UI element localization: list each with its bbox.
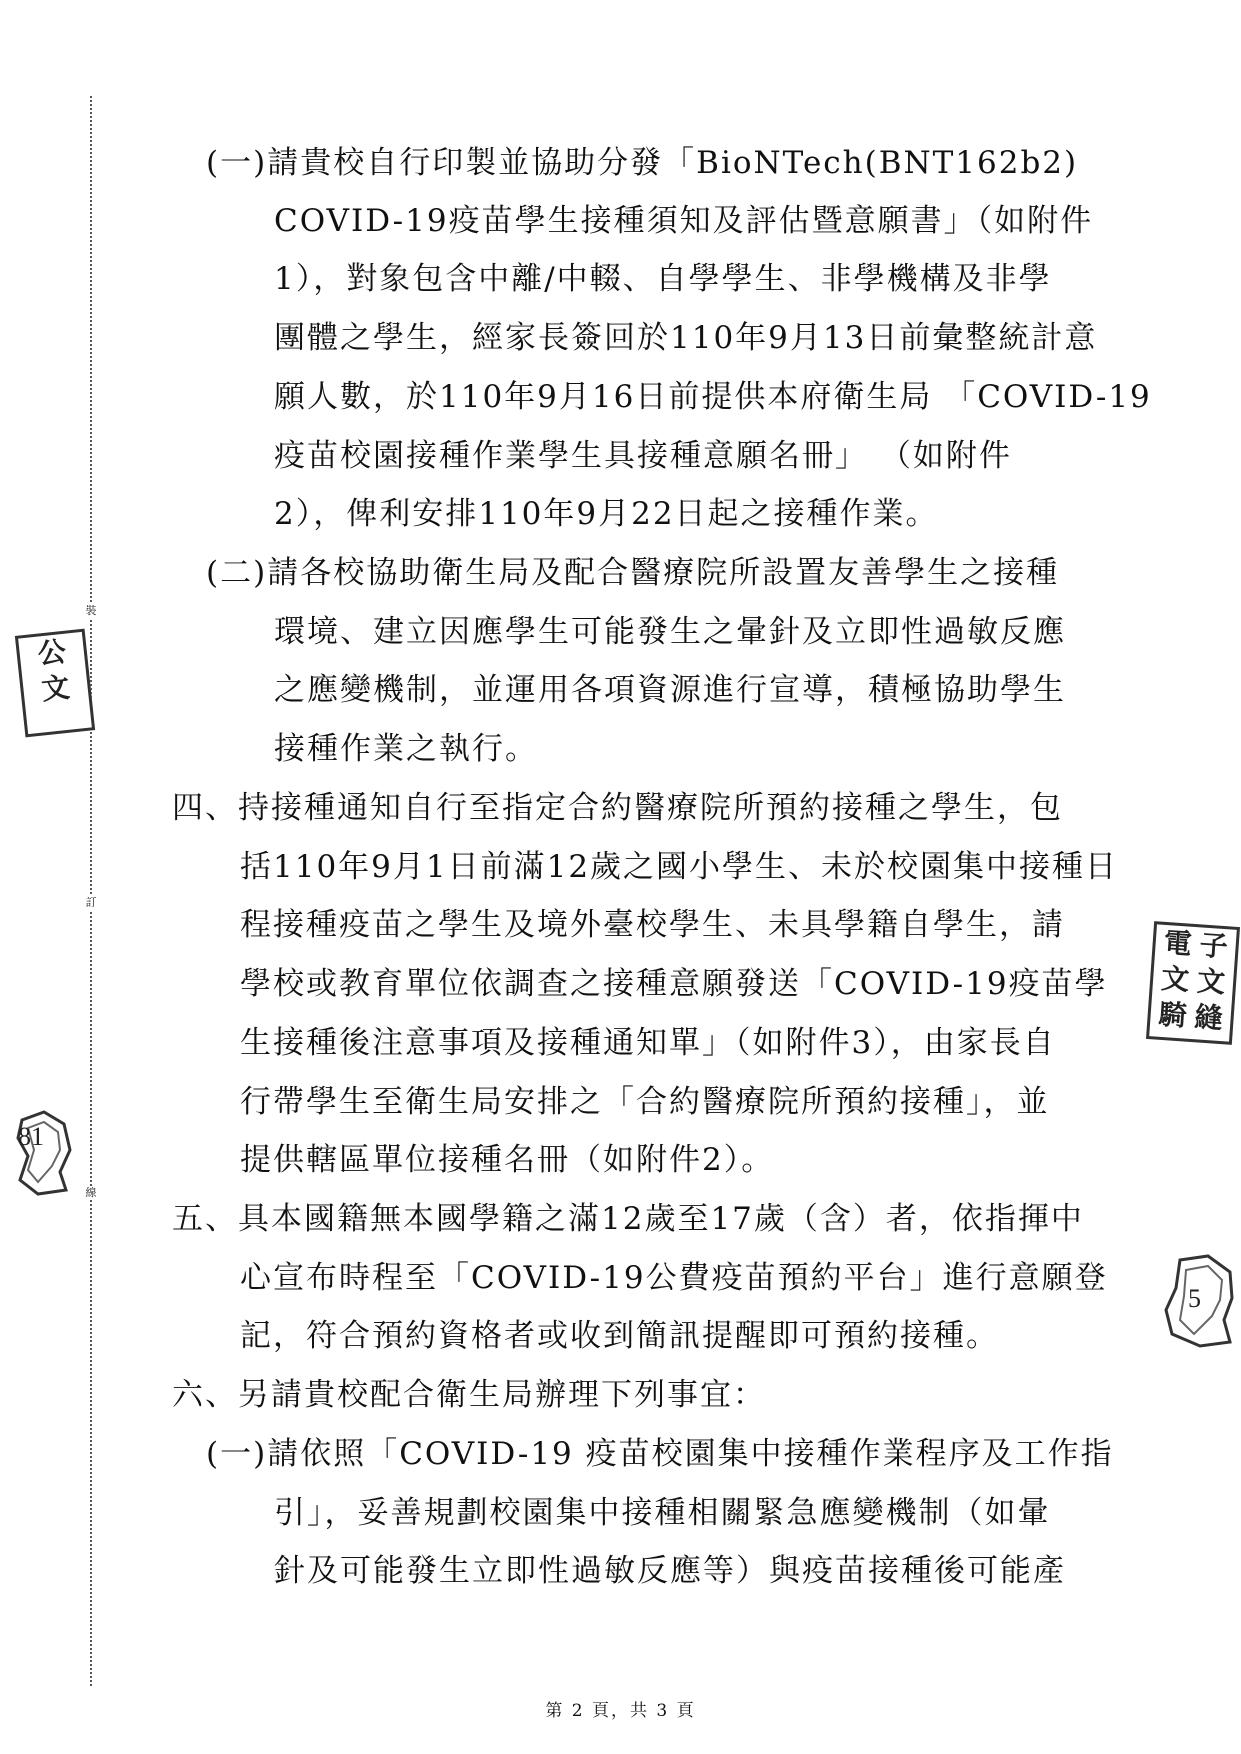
left-seam-stamp	[15, 629, 95, 738]
stamp-char: 文	[1160, 961, 1191, 997]
text-line: 五、具本國籍無本國學籍之滿12歲至17歲（含）者，依指揮中	[172, 1201, 1084, 1237]
stamp-char: 騎	[1157, 997, 1188, 1033]
text-line: 六、另請貴校配合衛生局辦理下列事宜：	[172, 1377, 766, 1413]
text-line: 團體之學生，經家長簽回於110年9月13日前彙整統計意	[274, 320, 1098, 356]
stamp-char: 文	[1195, 964, 1227, 1000]
text-line: 願人數，於110年9月16日前提供本府衛生局 「COVID-19	[274, 379, 1152, 415]
stamp-char: 文	[39, 670, 72, 707]
right-seam-stamp	[1146, 921, 1240, 1045]
binding-dotted-line	[90, 96, 92, 1686]
text-line: 疫苗校園接種作業學生具接種意願名冊」 （如附件	[274, 438, 1012, 474]
text-line: COVID-19疫苗學生接種須知及評估暨意願書」（如附件	[274, 203, 1094, 239]
binding-mark-ding: 訂	[85, 896, 97, 909]
text-line: 2），俾利安排110年9月22日起之接種作業。	[274, 496, 939, 532]
text-line: (一)請貴校自行印製並協助分發「BioNTech(BNT162b2)	[206, 145, 1079, 181]
text-line: 學校或教育單位依調查之接種意願發送「COVID-19疫苗學	[240, 966, 1108, 1002]
left-seal-number: 81	[18, 1122, 44, 1151]
text-line: 針及可能發生立即性過敏反應等）與疫苗接種後可能產	[274, 1553, 1066, 1589]
text-line: 環境、建立因應學生可能發生之暈針及立即性過敏反應	[274, 614, 1066, 650]
page-footer: 第 2 頁，共 3 頁	[545, 1701, 696, 1721]
text-line: 生接種後注意事項及接種通知單」（如附件3），由家長自	[240, 1025, 1056, 1061]
text-line: 提供轄區單位接種名冊（如附件2）。	[240, 1142, 775, 1178]
right-seal-number: 5	[1188, 1284, 1201, 1313]
text-line: 之應變機制，並運用各項資源進行宣導，積極協助學生	[274, 672, 1066, 708]
text-line: 引」，妥善規劃校園集中接種相關緊急應變機制（如暈	[274, 1495, 1051, 1531]
text-line: 程接種疫苗之學生及境外臺校學生、未具學籍自學生，請	[240, 907, 1065, 943]
stamp-char: 電	[1162, 925, 1193, 961]
text-line: 1），對象包含中離/中輟、自學學生、非學機構及非學	[274, 261, 1052, 297]
text-line: (一)請依照「COVID-19 疫苗校園集中接種作業程序及工作指	[206, 1436, 1114, 1472]
stamp-char: 公	[36, 634, 68, 671]
text-line: (二)請各校協助衛生局及配合醫療院所設置友善學生之接種	[206, 555, 1060, 591]
stamp-char: 縫	[1193, 1000, 1224, 1036]
text-line: 括110年9月1日前滿12歲之國小學生、未於校園集中接種日	[240, 849, 1119, 885]
binding-mark-zhuang: 裝	[85, 604, 97, 617]
text-line: 四、持接種通知自行至指定合約醫療院所預約接種之學生，包	[172, 790, 1063, 826]
text-line: 記，符合預約資格者或收到簡訊提醒即可預約接種。	[240, 1318, 999, 1354]
text-line: 心宣布時程至「COVID-19公費疫苗預約平台」進行意願登	[240, 1260, 1108, 1296]
text-line: 行帶學生至衛生局安排之「合約醫療院所預約接種」，並	[240, 1084, 1050, 1120]
text-line: 接種作業之執行。	[274, 731, 538, 767]
stamp-char: 子	[1198, 928, 1229, 964]
binding-mark-xian: 線	[85, 1186, 97, 1199]
